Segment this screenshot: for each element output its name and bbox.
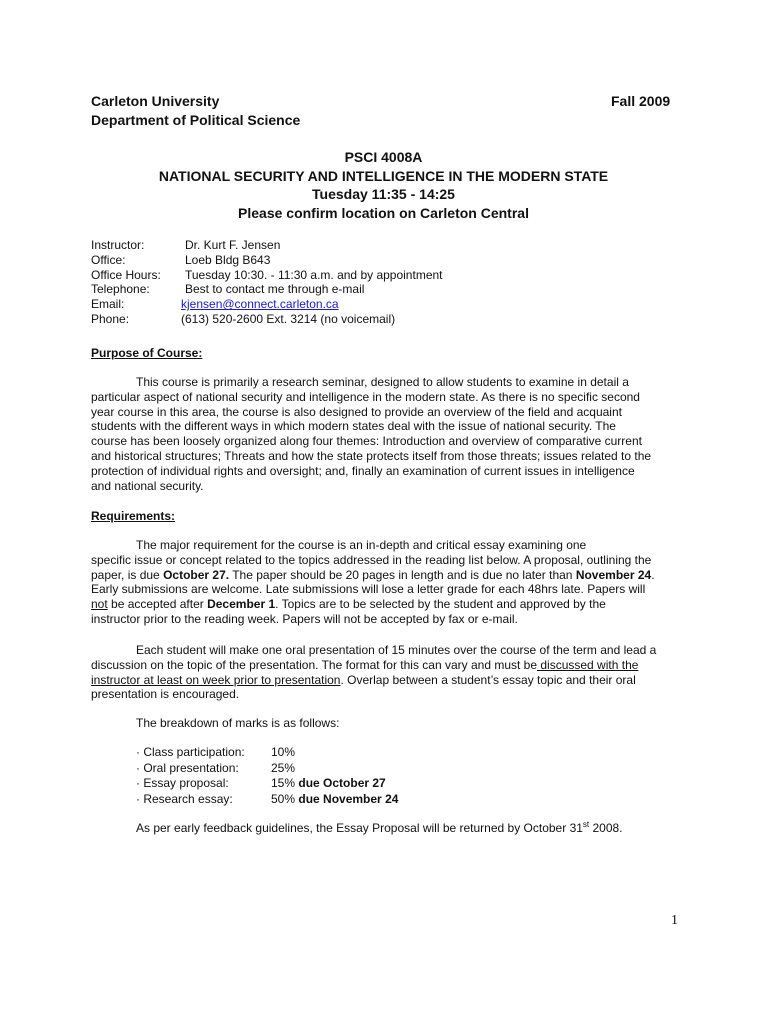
text-line: This course is primarily a research seminar, designed to allow students to examine in detail a (136, 375, 629, 389)
text-run: be accepted after (107, 597, 208, 612)
marks-percent (271, 745, 295, 760)
text-line (91, 568, 681, 583)
essay-paragraph (91, 538, 681, 627)
text-run: . (651, 567, 655, 582)
presentation-paragraph (91, 643, 681, 702)
course-code: PSCI 4008A (344, 149, 423, 165)
feedback-year: 2008. (589, 821, 623, 835)
percent-value: 10% (271, 745, 296, 759)
text-line: Early submissions are welcome. Late submissions will lose a letter grade for each 48hrs late. Papers will (91, 582, 646, 597)
text-line: The major requirement for the course is an in-depth and critical essay examining one (136, 538, 587, 552)
marks-percent (271, 776, 386, 791)
ordinal-suffix: st (582, 820, 590, 829)
percent-value: 15% (271, 776, 296, 791)
location-note: Please confirm location on Carleton Central (238, 204, 529, 221)
info-label: Email: (91, 297, 125, 312)
info-value: Dr. Kurt F. Jensen (185, 238, 281, 252)
text-line: instructor prior to the reading week. Papers will not be accepted by fax or e-mail. (91, 611, 518, 626)
text-line: protection of individual rights and oversight; and, finally an examination of current issues in intelligence (91, 463, 635, 478)
due-date: due November 24 (298, 791, 399, 806)
breakdown-intro: The breakdown of marks is as follows: (136, 716, 340, 730)
percent-value: 50% (271, 791, 296, 806)
marks-item: · Essay proposal: (136, 776, 229, 791)
essay-due-date: November 24 (575, 567, 652, 582)
percent-value: 25% (271, 760, 296, 775)
underlined-run: instructor at least on week prior to presentation (91, 672, 341, 687)
text-run: The paper should be 20 pages in length and is due no later than (229, 567, 576, 582)
info-value: (613) 520-2600 Ext. 3214 (no voicemail) (181, 311, 396, 326)
info-label: Instructor: (91, 238, 145, 252)
info-label: Phone: (91, 311, 130, 326)
text-line: year course in this area, the course is also designed to provide an overview of the field and acquaint (91, 404, 622, 419)
text-run: . Topics are to be selected by the student and approved by the (275, 597, 606, 612)
email-link[interactable]: kjensen@connect.carleton.ca (181, 297, 339, 312)
text-line: particular aspect of national security and intelligence in the modern state. As there is no specific second (91, 389, 640, 404)
info-label: Office: (91, 252, 126, 267)
info-value: Tuesday 10:30. - 11:30 a.m. and by appointment (185, 267, 443, 282)
marks-percent (271, 761, 295, 776)
text-line: Each student will make one oral presentation of 15 minutes over the course of the term and lead a (136, 643, 657, 657)
marks-item: · Research essay: (136, 791, 233, 806)
final-deadline: December 1 (207, 597, 276, 612)
university-name: Carleton University (91, 93, 220, 109)
due-date: due October 27 (298, 776, 386, 791)
info-label: Telephone: (91, 282, 150, 297)
marks-percent (271, 792, 398, 807)
emphasis-not: not (91, 597, 108, 612)
info-value: Loeb Bldg B643 (185, 252, 271, 267)
info-label: Office Hours: (91, 267, 161, 282)
underlined-run: discussed with the (537, 657, 639, 672)
info-value: Best to contact me through e-mail (185, 282, 365, 297)
purpose-paragraph (91, 375, 681, 493)
requirements-heading: Requirements: (91, 509, 176, 523)
page-number: 1 (671, 913, 678, 928)
text-run: . Overlap between a student’s essay topic and their oral (340, 672, 636, 687)
text-run: discussion on the topic of the presentation. The format for this can vary and must be (91, 657, 538, 672)
text-line: presentation is encouraged. (91, 687, 240, 702)
text-line (91, 658, 681, 673)
feedback-text: As per early feedback guidelines, the Essay Proposal will be returned by October 31 (136, 821, 583, 835)
text-run: paper, is due (91, 567, 164, 582)
purpose-heading: Purpose of Course: (91, 346, 203, 360)
text-line: course has been loosely organized along four themes: Introduction and overview of comparative current (91, 434, 642, 449)
text-line: specific issue or concept related to the topics addressed in the reading list below. A proposal, outlining the (91, 552, 652, 567)
text-line: students with the different ways in which modern states deal with the issue of national security. The (91, 419, 616, 434)
marks-item: · Class participation: (136, 745, 245, 759)
course-time: Tuesday 11:35 - 14:25 (312, 186, 455, 202)
term-label: Fall 2009 (611, 93, 671, 109)
text-line: and national security. (91, 478, 204, 493)
text-line (91, 597, 681, 612)
feedback-note (136, 821, 726, 836)
proposal-due-date: October 27. (163, 567, 230, 582)
course-title: NATIONAL SECURITY AND INTELLIGENCE IN THE MODERN STATE (158, 167, 609, 184)
text-line: and historical structures; Threats and how the state protects itself from those threats; issues related to the (91, 448, 652, 463)
marks-item: · Oral presentation: (136, 760, 239, 775)
text-line (91, 673, 681, 688)
department-name: Department of Political Science (91, 112, 301, 128)
